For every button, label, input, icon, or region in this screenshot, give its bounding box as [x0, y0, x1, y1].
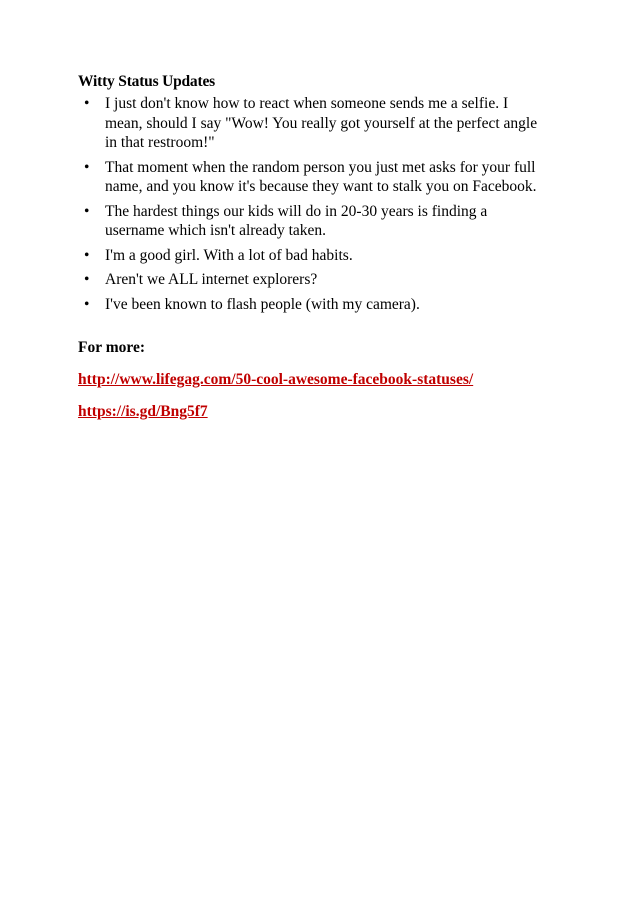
list-item-text: The hardest things our kids will do in 20-30 years is finding a username which isn't already taken.: [105, 202, 488, 239]
bullet-icon: •: [84, 202, 90, 220]
more-section: [78, 338, 548, 422]
list-item-text: I just don't know how to react when someone sends me a selfie. I mean, should I say "Wow! You really got yourself at the perfect angle in that restroom!": [105, 95, 538, 151]
bullet-icon: •: [84, 95, 90, 112]
list-item-text: That moment when the random person you just met asks for your full name, and you know it's because they want to stalk you on Facebook.: [105, 158, 537, 195]
list-item: [78, 202, 548, 241]
list-item-text: I'm a good girl. With a lot of bad habits.: [105, 246, 353, 264]
list-item-text: I've been known to flash people (with my camera).: [105, 295, 420, 313]
document-body: [78, 72, 548, 434]
list-item: [78, 94, 548, 153]
list-item-text: Aren't we ALL internet explorers?: [105, 271, 318, 288]
bullet-icon: •: [84, 295, 90, 313]
status-list: [78, 94, 548, 314]
list-item: [78, 270, 548, 290]
list-item: [78, 158, 548, 197]
list-item: [78, 295, 548, 315]
list-item: [78, 246, 548, 266]
lifegag-link[interactable]: http://www.lifegag.com/50-cool-awesome-facebook-statuses/: [78, 371, 474, 388]
more-heading: For more:: [78, 339, 145, 356]
short-link[interactable]: https://is.gd/Bng5f7: [78, 403, 208, 420]
bullet-icon: •: [84, 158, 90, 176]
section-heading: Witty Status Updates: [78, 73, 215, 90]
bullet-icon: •: [84, 246, 90, 264]
bullet-icon: •: [84, 271, 90, 288]
